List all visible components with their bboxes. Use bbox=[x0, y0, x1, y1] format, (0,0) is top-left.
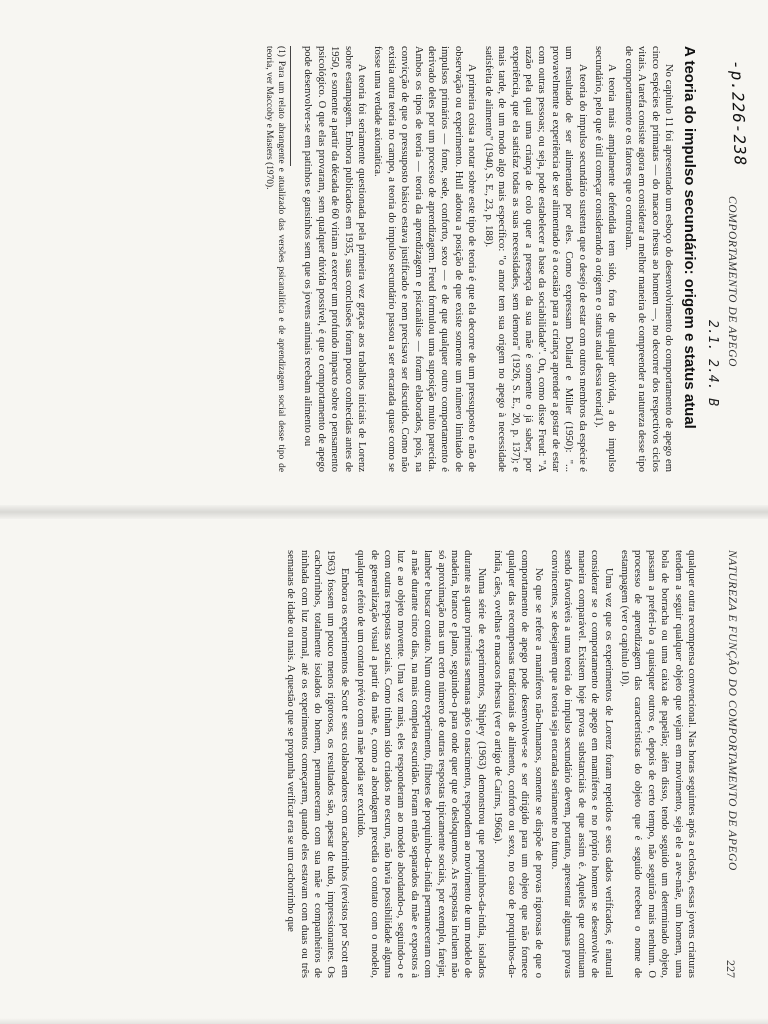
footnote-divider bbox=[290, 46, 291, 166]
right-paragraph-5: Embora os experimentos de Scott e seus colaboradores com cachorrinhos (revistos por Scott em 1963) fossem um pouco menos rigorosos, os resultados são, apesar de tudo, impressionantes. Os cachorrinhos, totalmente isolados do homem, permaneceram com sua mãe e companheiros de ninhada com luz normal, até os experimentos começarem, quando eles estavam com duas ou três semanas de idade ou mais. A questão que se propunha verificar era se um cachorrinho que bbox=[285, 550, 350, 978]
left-running-head: COMPORTAMENTO DE APEGO bbox=[726, 196, 738, 367]
right-paragraph-2: Uma vez que os experimentos de Lorenz foram repetidos e seus dados verificados, é natural considerar se o comportamento de apego em mamíferos e no próprio homem se desenvolve de maneira comparável. Existem hoje provas substanciais de que assim é. Aqueles que continuam sendo favoráveis a uma teoria do impulso secundário devem, portanto, apresentar algumas provas convincentes, se desejarem que a teoria seja encarada seriamente no futuro. bbox=[548, 550, 614, 978]
left-paragraph-3: A teoria do impulso secundário sustenta que o desejo de estar com outros membros da espécie é um resultado de ser alimentado por eles. Como expressam Dollard e Miller (1950): "... provavelmente a experiência de ser alimentado é a ocasião para a criança aprender a gostar de estar com outras pessoas; ou seja, pode estabelecer a base da sociabilidade". Ou, como disse Freud: "A razão pela qual uma criança de colo quer a presença da sua mãe é somente o já saber, por experiência, que ela satisfaz todas as suas necessidades, sem demora" (1926, S. E., 20, p. 137); e mais tarde, de um modo algo mais específico: "o amor tem sua origem no apego à necessidade satisfeita de alimento" (1940, S. E., 23, p. 188). bbox=[482, 46, 588, 472]
right-paragraph-1: qualquer outra recompensa convencional. Nas horas seguintes após a eclosão, essas jovens criaturas tendem a seguir qualquer objeto que vejam em movimento, seja ele a ave-mãe, um homem, uma bola de borracha ou uma caixa de papelão; além disso, tendo seguido um determinado objeto, passam a preferi-lo a quaisquer outros e, depois de certo tempo, não seguirão mais nenhum. O processo de aprendizagem das características do objeto que é seguido recebeu o nome de estampagem (ver o capítulo 10). bbox=[618, 550, 697, 978]
right-paragraph-4: Numa série de experimentos, Shipley (1963) demonstrou que porquinhos-da-índia, isolados durante as quatro primeiras semanas após o nascimento, respondem ao movimento de um modelo de madeira, branco e plano, seguindo-o para onde quer que o desloquemos. As respostas incluem não só aproximação mas um certo número de outras respostas tipicamente sociais, por exemplo, farejar, lamber e buscar contato. Num outro experimento, filhotes de porquinho-da-índia permaneceram com a mãe durante cinco dias, na mais completa escuridão. Foram então separados da mãe e expostos à luz e ao objeto movente. Uma vez mais, eles responderam ao modelo abordando-o, seguindo-o e com outras respostas sociais. Como tinham sido criados no escuro, não havia possibilidade alguma de generalização visual a partir da mãe e, como a abordagem precedia o contato com o modelo, qualquer efeito de um contato prévio com a mãe podia ser excluído. bbox=[355, 550, 487, 979]
section-heading: A teoria do impulso secundário: origem e status atual bbox=[681, 46, 698, 429]
left-paragraph-4: A primeira coisa a notar sobre este tipo de teoria é que ela decorre de um pressuposto e não de observação ou experimento. Hull adotou a posição de que existe somente um número limitado de impulsos primários — fome, sede, conforto, sexo — e de que qualquer outro comportamento é derivado deles por um processo de aprendizagem. Freud formulou uma suposição muito parecida. Ambos os tipos de teoria — teoria da aprendizagem e psicanálise — foram elaborados, pois, na convicção de que o pressuposto básico estava justificado e nem precisava ser discutido. Como não existia outra teoria no campo, a teoria do impulso secundário passou a ser encarada quase como se fosse uma verdade axiomática. bbox=[372, 46, 478, 472]
scan-edge-shadow bbox=[0, 1018, 768, 1024]
left-paragraph-2: A teoria mais amplamente defendida tem sido, fora de qualquer dúvida, a do impulso secundário, pelo que é útil começar considerando a origem e o status atual dessa teoria(1). bbox=[592, 46, 618, 472]
page-number: 227 bbox=[724, 960, 738, 978]
handwritten-annotation: 2.1. 2.4. B bbox=[705, 320, 720, 407]
right-running-head: NATUREZA E FUNÇÃO DO COMPORTAMENTO DE APEGO bbox=[726, 550, 738, 871]
left-paragraph-1: No capítulo 11 foi apresentado um esboço do desenvolvimento do comportamento de apego em cinco espécies de primatas — do macaco rhesus ao homem —, no decorrer dos respectivos ciclos vitais. A tarefa consiste agora em considerar a melhor maneira de compreender a natureza desse tipo de comportamento e os fatores que o controlam. bbox=[622, 46, 674, 472]
right-paragraph-3: No que se refere a mamíferos não-humanos, somente se dispõe de provas rigorosas de que o comportamento de apego pode desenvolver-se e ser dirigido para um objeto que não fornece qualquer das recompensas tradicionais de alimento, conforto ou sexo, no caso de porquinhos-da-índia, cães, ovelhas e macacos rhesus (ver o artigo de Cairns, 1966a). bbox=[492, 550, 544, 978]
right-page bbox=[0, 512, 768, 1024]
handwritten-page-note: -p.226-238 bbox=[727, 59, 750, 167]
footnote: (1) Para um relato abrangente e atualizado das versões psicanalítica e de aprendizagem social desse tipo de teoria, ver Maccoby e Masters (1970). bbox=[264, 46, 287, 472]
left-paragraph-5: A teoria foi seriamente questionada pela primeira vez graças aos trabalhos iniciais de Lorenz sobre estampagem. Embora publicados em 1935, suas conclusões foram pouco conhecidas antes de 1950, e somente a partir da década de 60 viriam a exercer um profundo impacto sobre o pensamento psicológico. O que elas provaram, sem qualquer dúvida possível, é que o comportamento de apego pode desenvolver-se em patinhos e gansinhos sem que os jovens animais recebam alimento ou bbox=[302, 46, 368, 472]
